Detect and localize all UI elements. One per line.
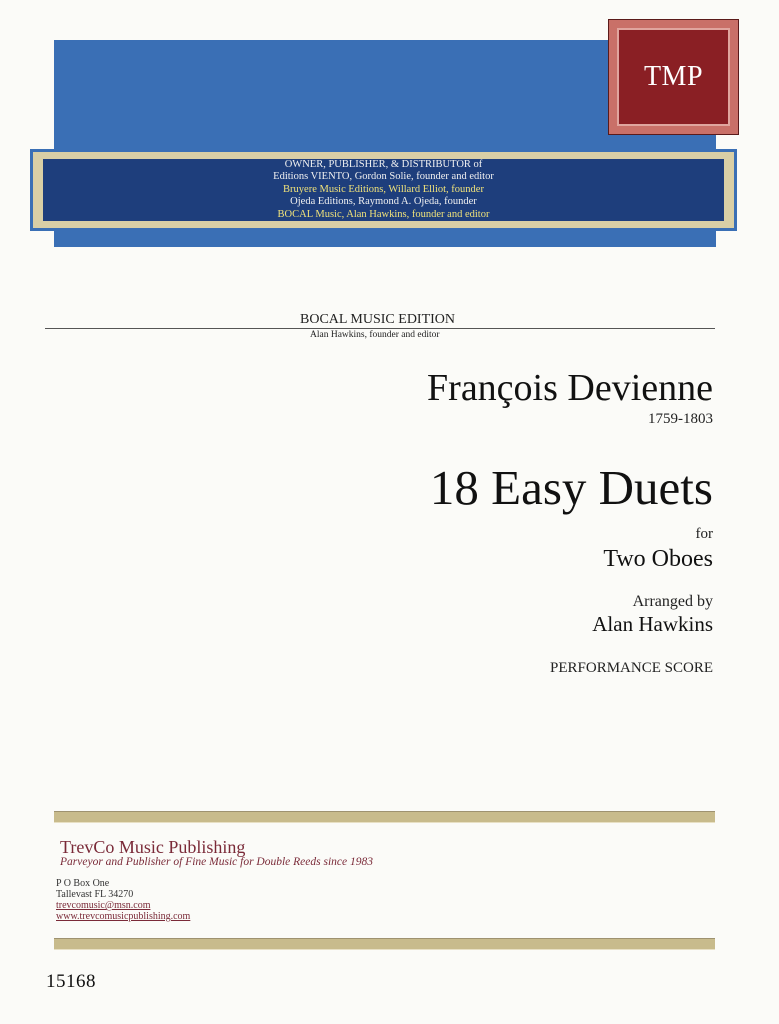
edition-subtitle: Alan Hawkins, founder and editor [310, 330, 440, 340]
publisher-address [56, 878, 190, 922]
publisher-name: TrevCo Music Publishing [60, 837, 246, 857]
catalog-number: 15168 [46, 971, 96, 992]
logo-text: TMP [619, 30, 728, 124]
work-title: 18 Easy Duets [429, 460, 713, 515]
for-label: for [695, 526, 713, 542]
instrumentation: Two Oboes [603, 546, 713, 572]
tmp-logo [608, 19, 739, 135]
publisher-notice-text [43, 159, 724, 221]
notice-line: OWNER, PUBLISHER, & DISTRIBUTOR of [284, 158, 483, 170]
email-link[interactable]: trevcomusic@msn.com [56, 900, 151, 911]
publisher-tagline: Parveyor and Publisher of Fine Music for Double Reeds since 1983 [60, 856, 373, 868]
website-link[interactable]: www.trevcomusicpublishing.com [56, 911, 191, 922]
notice-line: Editions VIENTO, Gordon Solie, founder and editor [273, 171, 494, 183]
arranged-by-label: Arranged by [632, 593, 713, 610]
edition-label: BOCAL MUSIC EDITION [300, 312, 456, 327]
notice-line: Ojeda Editions, Raymond A. Ojeda, founder [290, 196, 477, 208]
address-line: Tallevast FL 34270 [56, 889, 134, 900]
composer-name: François Devienne [427, 367, 713, 409]
footer-divider-top [54, 811, 715, 823]
score-type: PERFORMANCE SCORE [550, 660, 713, 676]
edition-divider [45, 328, 715, 329]
notice-line: Bruyere Music Editions, Willard Elliot, founder [283, 183, 484, 195]
composer-dates: 1759-1803 [648, 411, 713, 427]
notice-line: BOCAL Music, Alan Hawkins, founder and editor [277, 208, 490, 220]
footer-divider-bottom [54, 938, 715, 950]
arranger-name: Alan Hawkins [592, 612, 713, 636]
address-line: P O Box One [56, 878, 110, 889]
publisher-notice-box [30, 149, 737, 231]
